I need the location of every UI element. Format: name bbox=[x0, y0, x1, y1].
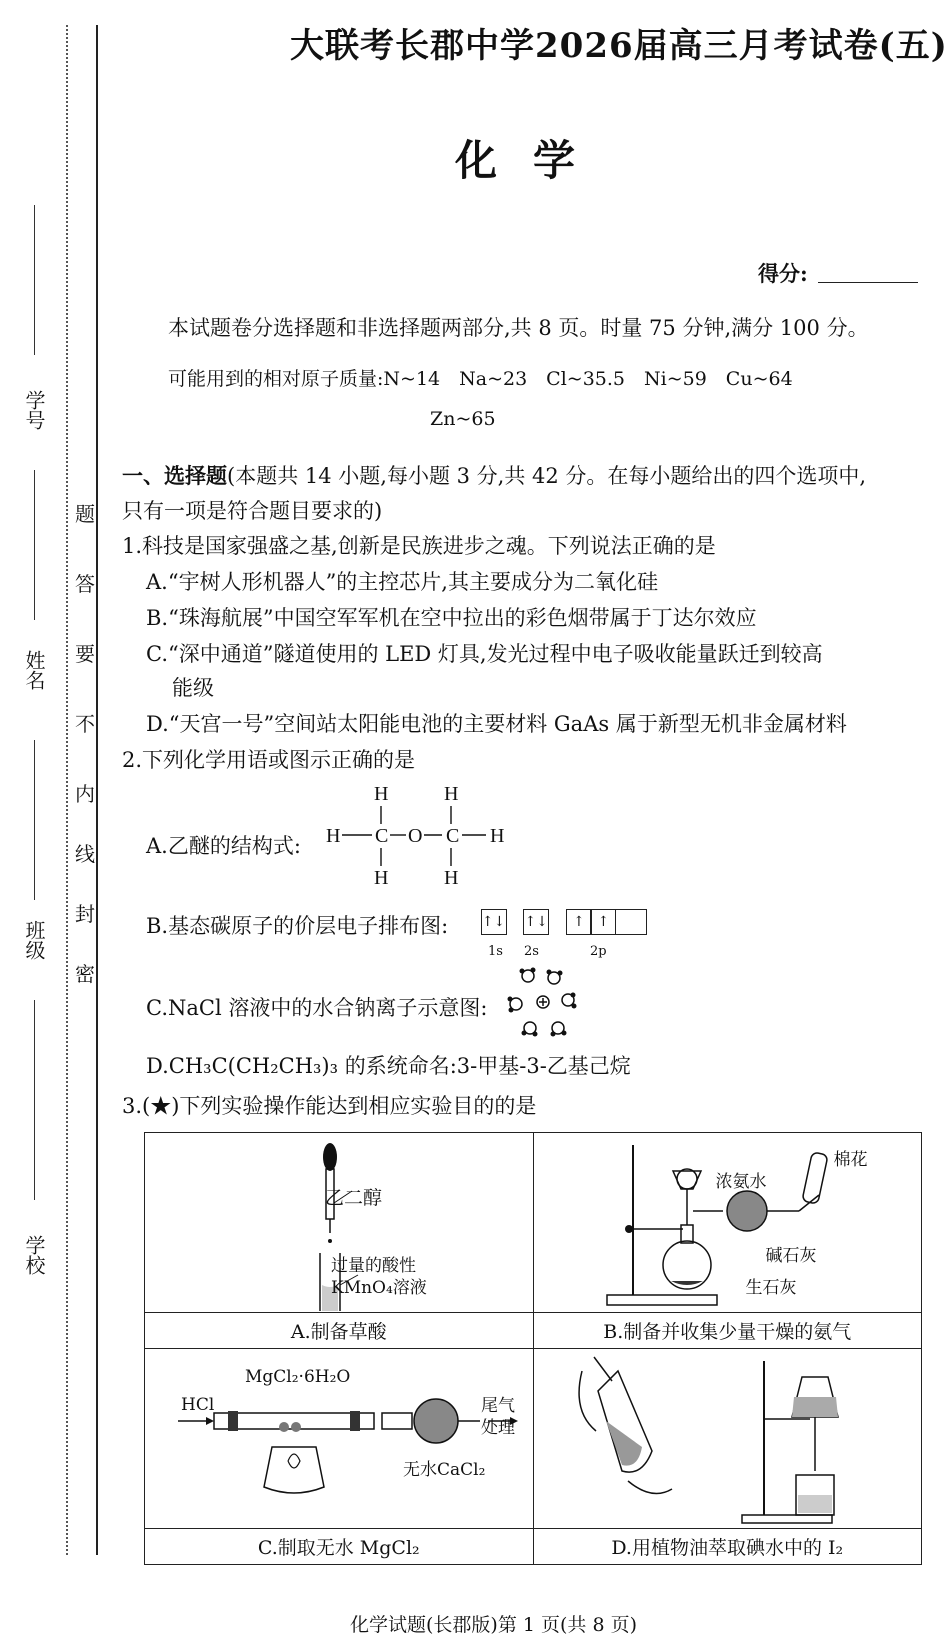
seal-char: 封 bbox=[75, 902, 95, 926]
seal-char: 题 bbox=[75, 502, 95, 526]
experiment-a-caption: A.制备草酸 bbox=[145, 1313, 534, 1349]
section-desc: (本题共 14 小题,每小题 3 分,共 42 分。在每小题给出的四个选项中, bbox=[227, 464, 867, 488]
section-desc-2: 只有一项是符合题目要求的) bbox=[122, 499, 383, 523]
seal-char: 线 bbox=[75, 842, 95, 866]
field-name bbox=[22, 650, 46, 693]
score-blank[interactable] bbox=[818, 282, 918, 283]
school-line bbox=[34, 1000, 35, 1200]
student-id-line bbox=[34, 205, 35, 355]
experiment-b-figure bbox=[533, 1133, 922, 1313]
name-line bbox=[34, 470, 35, 620]
experiment-a-figure bbox=[145, 1133, 534, 1313]
svg-text:H: H bbox=[444, 783, 459, 805]
svg-text:H: H bbox=[490, 825, 505, 847]
orbital-label-2s: 2s bbox=[524, 944, 539, 959]
section-title: 一、选择题 bbox=[122, 463, 227, 488]
orbital-label-1s: 1s bbox=[488, 944, 503, 959]
seal-char: 内 bbox=[75, 782, 95, 806]
orbital-diagram bbox=[482, 909, 647, 935]
q2-option-b-label: B.基态碳原子的价层电子排布图: bbox=[146, 914, 449, 938]
label-acidic: 过量的酸性 bbox=[331, 1256, 416, 1276]
svg-text:O: O bbox=[408, 825, 423, 847]
label-ethylene-glycol: 乙二醇 bbox=[325, 1187, 383, 1209]
experiment-c-caption: C.制取无水 MgCl₂ bbox=[145, 1529, 534, 1565]
subject-title: 化学 bbox=[455, 136, 612, 185]
field-student-id bbox=[22, 390, 46, 433]
q2-stem: 2.下列化学用语或图示正确的是 bbox=[122, 748, 416, 772]
seal-char: 答 bbox=[75, 572, 95, 596]
exam-title: 大联考长郡中学2026届高三月考试卷(五) bbox=[290, 26, 948, 66]
class-line bbox=[34, 740, 35, 900]
field-label: 班级 bbox=[22, 920, 46, 960]
experiment-d-figure bbox=[533, 1349, 922, 1529]
experiment-d-caption: D.用植物油萃取碘水中的 I₂ bbox=[533, 1529, 922, 1565]
orbital-box-2s: ↑↓ bbox=[523, 909, 549, 935]
q2-option-c-label: C.NaCl 溶液中的水合钠离子示意图: bbox=[146, 996, 488, 1020]
field-label: 学校 bbox=[22, 1235, 46, 1275]
q1-option-c: C.“深中通道”隧道使用的 LED 灯具,发光过程中电子吸收能量跃迁到较高 bbox=[146, 642, 823, 666]
orbital-box-2p: ↑ bbox=[590, 909, 616, 935]
q3-stem: 3.(★)下列实验操作能达到相应实验目的的是 bbox=[122, 1094, 537, 1118]
label-cotton: 棉花 bbox=[833, 1150, 868, 1170]
svg-text:H: H bbox=[444, 867, 459, 889]
svg-text:C: C bbox=[375, 825, 389, 847]
svg-text:H: H bbox=[374, 783, 389, 805]
intro-line-2: 可能用到的相对原子质量:N~14 Na~23 Cl~35.5 Ni~59 Cu~64 bbox=[168, 368, 793, 390]
orbital-box-2p: ↑ bbox=[566, 909, 592, 935]
page-footer: 化学试题(长郡版)第 1 页(共 8 页) bbox=[350, 1614, 637, 1636]
experiment-table bbox=[144, 1132, 922, 1565]
svg-text:H: H bbox=[326, 825, 341, 847]
hydrated-sodium-ion bbox=[506, 962, 580, 1040]
seal-char: 要 bbox=[75, 642, 95, 666]
section-heading bbox=[122, 460, 866, 490]
label-mgcl2-hydrate: MgCl₂·6H₂O bbox=[245, 1367, 351, 1387]
ether-structure bbox=[320, 780, 520, 890]
cut-dotted-line bbox=[66, 25, 68, 1555]
field-school bbox=[22, 1235, 46, 1278]
orbital-box-2p bbox=[615, 909, 647, 935]
label-quicklime: 生石灰 bbox=[745, 1278, 797, 1298]
extraction-apparatus-figure bbox=[542, 1351, 912, 1527]
field-label: 姓名 bbox=[22, 650, 46, 690]
label-anhydrous-cacl2: 无水CaCl₂ bbox=[403, 1460, 486, 1480]
orbital-box-1s: ↑↓ bbox=[481, 909, 507, 935]
label-kmno4: KMnO₄溶液 bbox=[331, 1278, 427, 1298]
q1-option-b: B.“珠海航展”中国空军军机在空中拉出的彩色烟带属于丁达尔效应 bbox=[146, 606, 757, 630]
label-concentrated-ammonia: 浓氨水 bbox=[715, 1172, 767, 1192]
experiment-c-figure bbox=[145, 1349, 534, 1529]
score-label: 得分: bbox=[758, 261, 808, 286]
label-soda-lime: 碱石灰 bbox=[765, 1246, 817, 1266]
seal-char: 不 bbox=[75, 712, 95, 736]
q2-option-d: D.CH₃C(CH₂CH₃)₃ 的系统命名:3-甲基-3-乙基己烷 bbox=[146, 1054, 631, 1078]
experiment-b-caption: B.制备并收集少量干燥的氨气 bbox=[533, 1313, 922, 1349]
field-label: 学号 bbox=[22, 390, 46, 430]
label-tail-gas: 尾气 bbox=[481, 1396, 515, 1416]
q1-option-d: D.“天宫一号”空间站太阳能电池的主要材料 GaAs 属于新型无机非金属材料 bbox=[146, 712, 847, 736]
q1-stem: 1.科技是国家强盛之基,创新是民族进步之魂。下列说法正确的是 bbox=[122, 534, 716, 558]
intro-line-1: 本试题卷分选择题和非选择题两部分,共 8 页。时量 75 分钟,满分 100 分。 bbox=[168, 316, 869, 340]
label-treatment: 处理 bbox=[481, 1418, 515, 1438]
q1-option-c-cont: 能级 bbox=[172, 676, 214, 700]
q1-option-a: A.“宇树人形机器人”的主控芯片,其主要成分为二氧化硅 bbox=[146, 570, 658, 594]
orbital-label-2p: 2p bbox=[590, 944, 607, 959]
svg-text:C: C bbox=[446, 825, 460, 847]
svg-text:H: H bbox=[374, 867, 389, 889]
seal-char: 密 bbox=[75, 962, 95, 986]
label-hcl: HCl bbox=[181, 1395, 215, 1415]
intro-line-3: Zn~65 bbox=[430, 408, 496, 430]
field-class bbox=[22, 920, 46, 963]
q2-option-a-label: A.乙醚的结构式: bbox=[146, 834, 301, 858]
